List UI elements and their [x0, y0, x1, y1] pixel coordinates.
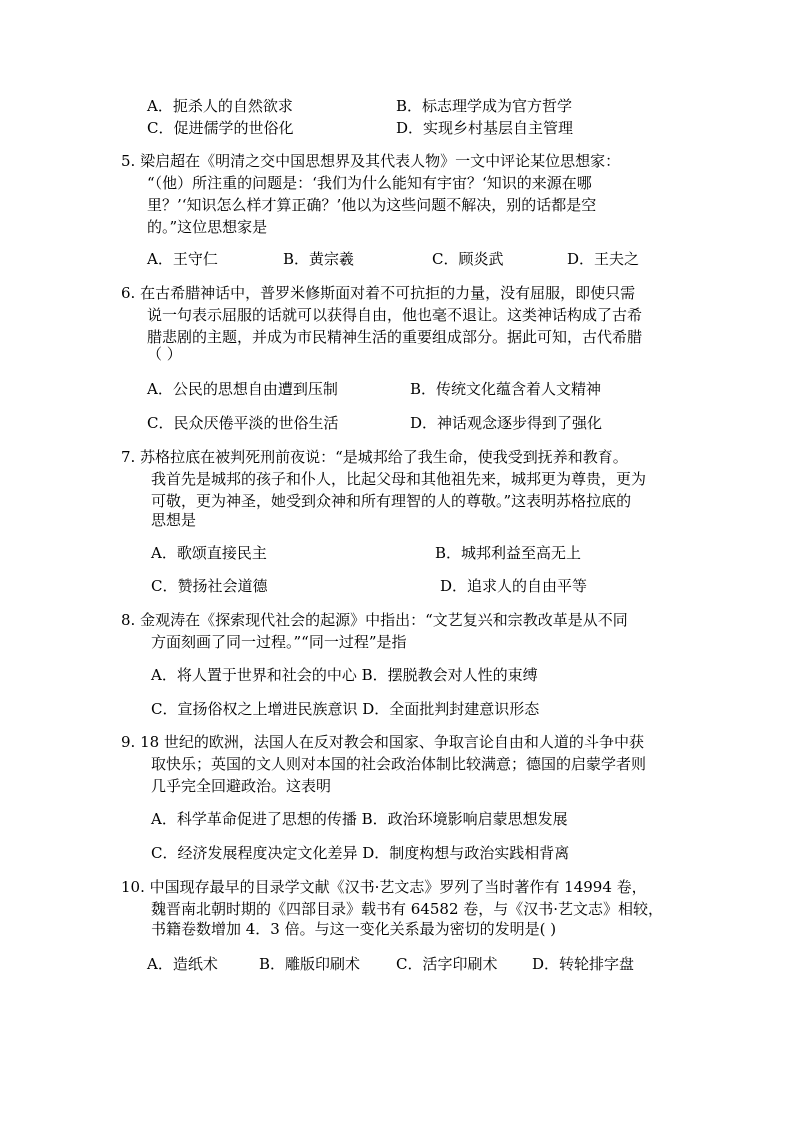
option-c[interactable]: C．促进儒学的世俗化 — [147, 119, 294, 137]
question-stem-line: “（他）所注重的问题是：‘我们为什么能知有宇宙？‘知识的来源在哪 — [147, 174, 592, 192]
option-b[interactable]: B．雕版印刷术 — [259, 955, 361, 973]
question-stem-line: 5. 梁启超在《明清之交中国思想界及其代表人物》一文中评论某位思想家： — [121, 152, 621, 170]
question-stem-line: 里？’‘知识怎么样才算正确？’他以为这些问题不解决，别的话都是空 — [147, 196, 597, 214]
question-stem-line: 书籍卷数增加 4．3 倍。与这一变化关系最为密切的发明是( ) — [151, 920, 557, 938]
question-stem-line: 我首先是城邦的孩子和仆人，比起父母和其他祖先来，城邦更为尊贵，更为 — [151, 470, 647, 488]
option-b[interactable]: B．传统文化蕴含着人文精神 — [410, 380, 602, 398]
option-c[interactable]: C．赞扬社会道德 — [151, 577, 268, 595]
question-stem-line: 方面刻画了同一过程。”“同一过程”是指 — [151, 633, 407, 651]
option-b[interactable]: B．黄宗羲 — [283, 250, 355, 268]
question-stem-line: 的。”这位思想家是 — [147, 218, 268, 236]
option-ab-line[interactable]: A．科学革命促进了思想的传播 B．政治环境影响启蒙思想发展 — [151, 810, 568, 828]
option-a[interactable]: A．公民的思想自由遭到压制 — [147, 380, 338, 398]
option-d[interactable]: D．转轮排字盘 — [532, 955, 635, 973]
question-stem-line: 可敬，更为神圣，她受到众神和所有理智的人的尊敬。”这表明苏格拉底的 — [151, 492, 632, 510]
option-a[interactable]: A．造纸术 — [147, 955, 218, 973]
question-stem-line: 9. 18 世纪的欧洲，法国人在反对教会和国家、争取言论自由和人道的斗争中获 — [121, 733, 644, 751]
question-stem-line: 取快乐；英国的文人则对本国的社会政治体制比较满意；德国的启蒙学者则 — [151, 755, 647, 773]
option-a[interactable]: A．歌颂直接民主 — [151, 544, 267, 562]
option-d[interactable]: D．追求人的自由平等 — [440, 577, 588, 595]
option-cd-line[interactable]: C．宣扬俗权之上增进民族意识 D．全面批判封建意识形态 — [151, 700, 540, 718]
option-c[interactable]: C．活字印刷术 — [396, 955, 498, 973]
option-d[interactable]: D．实现乡村基层自主管理 — [396, 119, 574, 137]
question-stem-line: 8. 金观涛在《探索现代社会的起源》中指出：“文艺复兴和宗教改革是从不同 — [121, 611, 628, 629]
option-c[interactable]: C．民众厌倦平淡的世俗生活 — [147, 414, 339, 432]
option-c[interactable]: C．顾炎武 — [432, 250, 504, 268]
option-d[interactable]: D．王夫之 — [567, 250, 640, 268]
question-stem-line: 思想是 — [151, 511, 197, 529]
option-ab-line[interactable]: A．将人置于世界和社会的中心 B．摆脱教会对人性的束缚 — [151, 666, 538, 684]
option-cd-line[interactable]: C．经济发展程度决定文化差异 D．制度构想与政治实践相背离 — [151, 844, 570, 862]
option-b[interactable]: B．标志理学成为官方哲学 — [396, 97, 573, 115]
question-stem-line: 腊悲剧的主题，并成为市民精神生活的重要组成部分。据此可知，古代希腊 — [147, 328, 643, 346]
question-stem-line: 说一句表示屈服的话就可以获得自由，他也毫不退让。这类神话构成了古希 — [147, 306, 643, 324]
answer-blank: （ ） — [147, 345, 182, 363]
question-stem-line: 7. 苏格拉底在被判死刑前夜说：“是城邦给了我生命，使我受到抚养和教育。 — [121, 448, 628, 466]
option-a[interactable]: A．扼杀人的自然欲求 — [147, 97, 293, 115]
question-stem-line: 几乎完全回避政治。这表明 — [151, 777, 332, 795]
option-d[interactable]: D．神话观念逐步得到了强化 — [410, 414, 603, 432]
question-stem-line: 6. 在古希腊神话中，普罗米修斯面对着不可抗拒的力量，没有屈服，即使只需 — [121, 284, 636, 302]
question-stem-line: 10. 中国现存最早的目录学文献《汉书·艺文志》罗列了当时著作有 14994 卷， — [121, 878, 647, 896]
option-b[interactable]: B．城邦利益至高无上 — [435, 544, 582, 562]
question-stem-line: 魏晋南北朝时期的《四部目录》载书有 64582 卷，与《汉书·艺文志》相较， — [151, 900, 664, 918]
option-a[interactable]: A．王守仁 — [147, 250, 218, 268]
